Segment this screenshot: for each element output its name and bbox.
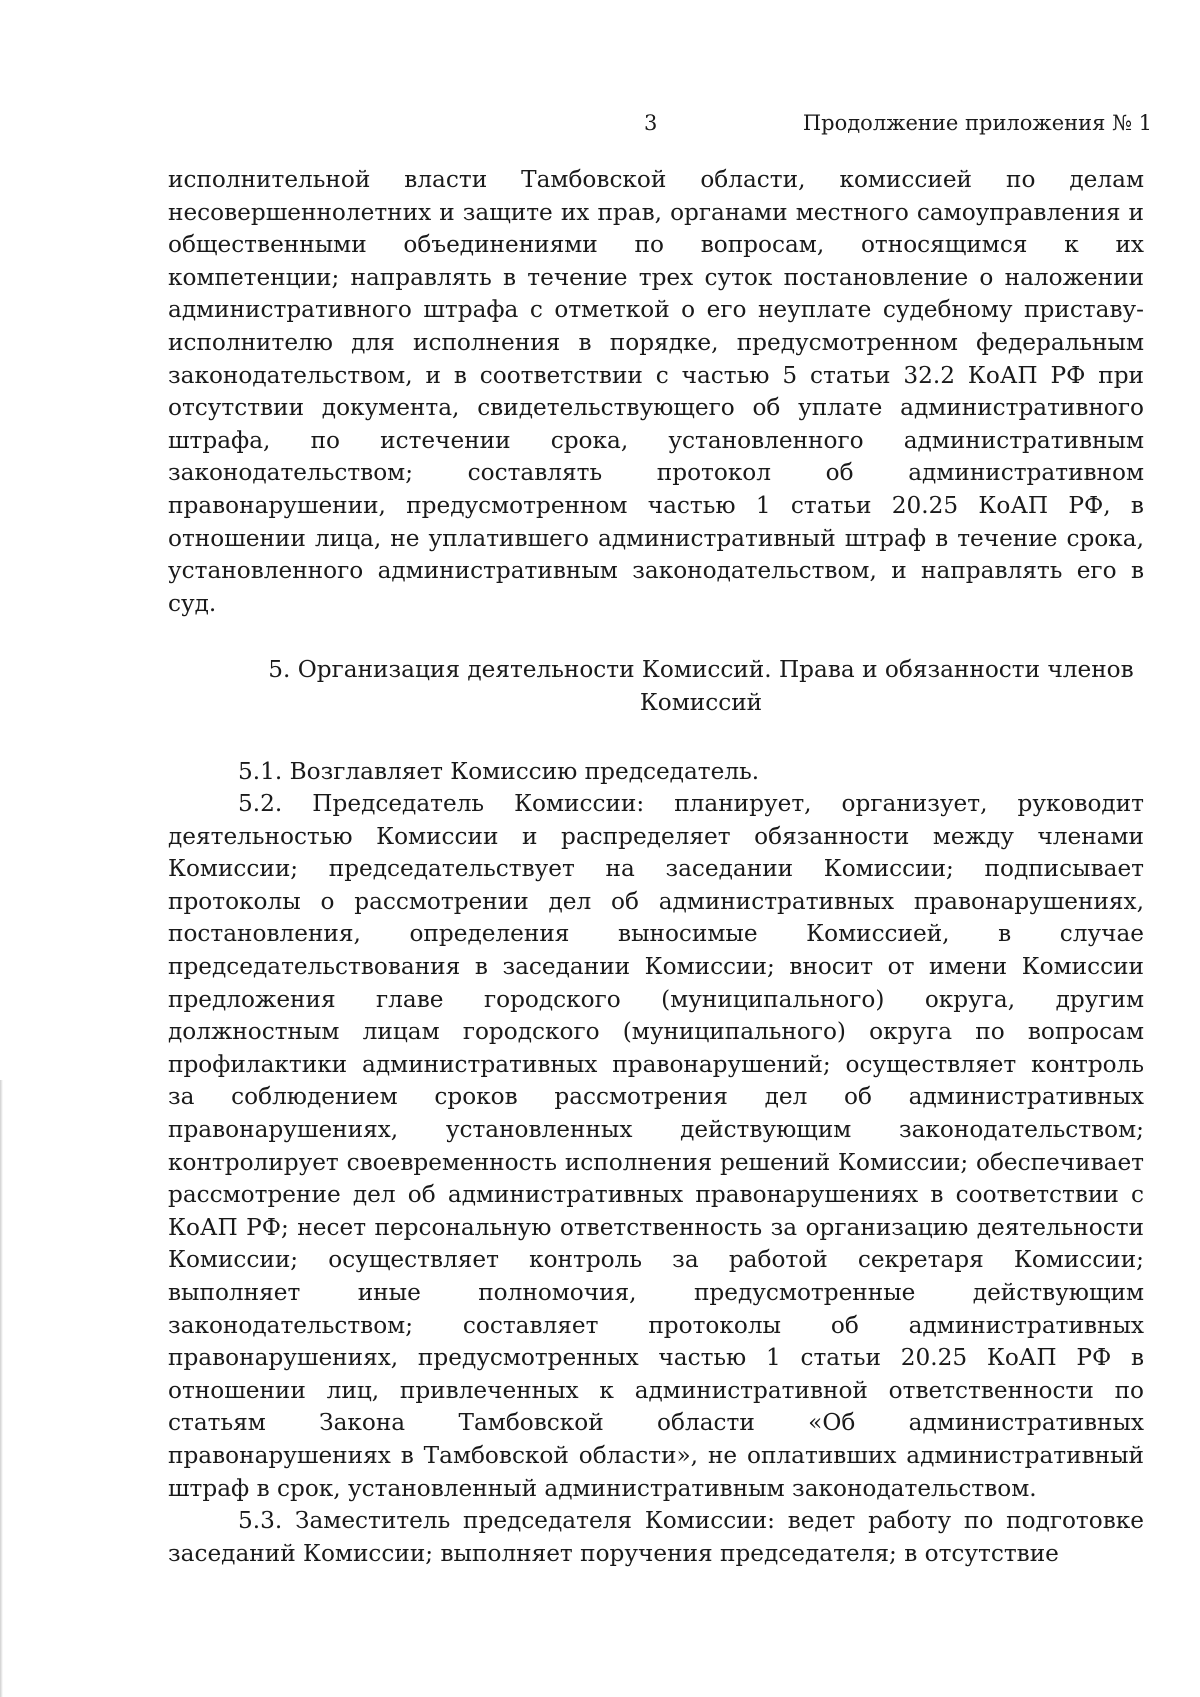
section-5-heading-line-1: 5. Организация деятельности Комиссий. Права и обязанности членов — [268, 656, 1134, 684]
section-5-heading-line-2: Комиссий — [639, 688, 763, 716]
paragraph-5-2: 5.2. Председатель Комиссии: планирует, организует, руководит деятельностью Комиссии и распределяет обязанности между членами Комиссии; председательствует на заседании Комиссии; подписывает протоколы о рассмотрении дел об административных правонарушениях, постановления, определения выносимые Комиссией, в случае председательствования в заседании Комиссии; вносит от имени Комиссии предложения главе городского (муниципального) округа, другим должностным лицам городского (муниципального) округа по вопросам профилактики административных правонарушений; осуществляет контроль за соблюдением сроков рассмотрения дел об административных правонарушениях, установленных действующим законодательством; контролирует своевременность исполнения решений Комиссии; обеспечивает рассмотрение дел об административных правонарушениях в соответствии с КоАП РФ; несет персональную ответственность за организацию деятельности Комиссии; осуществляет контроль за работой секретаря Комиссии; выполняет иные полномочия, предусмотренные действующим законодательством; составляет протоколы об административных правонарушениях, предусмотренных частью 1 статьи 20.25 КоАП РФ в отношении лиц, привлеченных к административной ответственности по статьям Закона Тамбовской области «Об административных правонарушениях в Тамбовской области», не оплативших административный штраф в срок, установленный административным законодательством. — [168, 790, 1144, 1502]
section-5-heading — [168, 654, 1144, 719]
paragraph-5-3: 5.3. Заместитель председателя Комиссии: ведет работу по подготовке заседаний Комиссии; выполняет поручения председателя; в отсутствие — [168, 1507, 1144, 1567]
paragraph-5-1: 5.1. Возглавляет Комиссию председатель. — [238, 757, 760, 785]
document-body — [168, 164, 1144, 1570]
scan-edge-shadow — [0, 1080, 3, 1697]
page-number: 3 — [644, 111, 658, 135]
paragraph-continuation: исполнительной власти Тамбовской области, комиссией по делам несовершеннолетних и защите их прав, органами местного самоуправления и общественными объединениями по вопросам, относящимся к их компетенции; направлять в течение трех суток постановление о наложении административного штрафа с отметкой о его неуплате судебному приставу-исполнителю для исполнения в порядке, предусмотренном федеральным законодательством, и в соответствии с частью 5 статьи 32.2 КоАП РФ при отсутствии документа, свидетельствующего об уплате административного штрафа, по истечении срока, установленного административным законодательством; составлять протокол об административном правонарушении, предусмотренном частью 1 статьи 20.25 КоАП РФ, в отношении лица, не уплатившего административный штраф в течение срока, установленного административным законодательством, и направлять его в суд. — [168, 166, 1144, 617]
appendix-continuation-note: Продолжение приложения № 1 — [802, 111, 1152, 135]
